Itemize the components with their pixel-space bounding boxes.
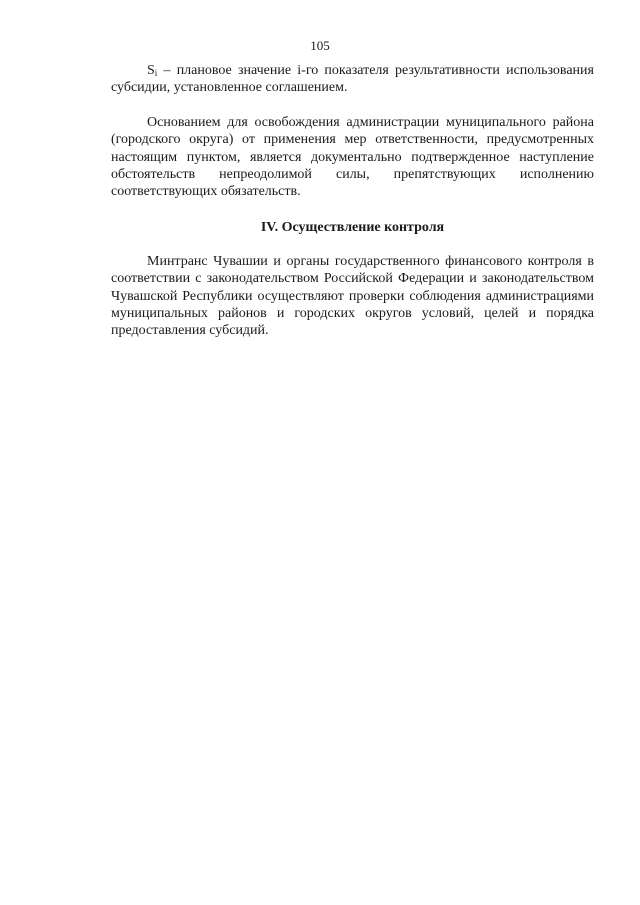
- paragraph-release-basis: Основанием для освобождения администрации муниципального района (городского округа) от применения мер ответственности, предусмотренных настоящим пунктом, является документально подтвержденное наступление обстоятельств непреодолимой силы, препятствующих исполнению соответствующих обязательств.: [111, 114, 594, 200]
- s-subscript: i: [154, 68, 158, 78]
- s-definition-text: – плановое значение i-го показателя результативности использования субсидии, установленное соглашением.: [111, 63, 594, 96]
- paragraph-control: Минтранс Чувашии и органы государственного финансового контроля в соответствии с законодательством Российской Федерации и законодательством Чувашской Республики осуществляют проверки соблюдения администрациями муниципальных районов и городских округов условий, целей и порядка предоставления субсидий.: [111, 253, 594, 339]
- s-symbol: S: [147, 63, 155, 78]
- page-content: [111, 62, 594, 340]
- paragraph-s-definition: [111, 62, 594, 97]
- page-number: 105: [310, 38, 330, 53]
- section-heading: IV. Осуществление контроля: [260, 219, 445, 235]
